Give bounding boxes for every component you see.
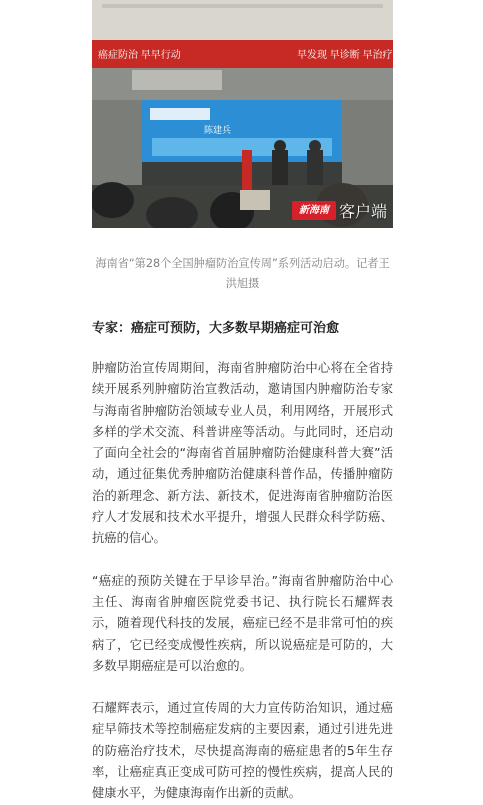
client-label: 客户端 bbox=[338, 202, 387, 221]
screen-heading: 陈建兵 bbox=[204, 125, 232, 135]
banner-text: 癌症防治 早早行动 bbox=[98, 50, 181, 61]
watermark bbox=[292, 199, 387, 222]
section-heading: 专家：癌症可预防，大多数早期癌症可治愈 bbox=[92, 321, 340, 336]
event-photo bbox=[92, 0, 393, 228]
xinhainan-logo: 新海南 bbox=[292, 201, 336, 220]
paragraph-1: 肿瘤防治宣传周期间，海南省肿瘤防治中心将在全省持续开展系列肿瘤防治宣教活动，邀请国内肿瘤防治专家与海南省肿瘤防治领域专业人员，利用网络，开展形式多样的学术交流、科普讲座等活动。与此同时，还启动了面向全社会的“海南省首届肿瘤防治健康科普大赛”活动，通过征集优秀肿瘤防治健康科普作品，传播肿瘤防治的新理念、新方法、新技术，促进海南省肿瘤防治医疗人才发展和技术水平提升，增强人民群众科学防癌、抗癌的信心。 bbox=[92, 361, 393, 546]
photo-caption: 海南省“第28个全国肿瘤防治宣传周”系列活动启动。记者王洪旭摄 bbox=[95, 257, 390, 290]
event-photo-illustration bbox=[92, 0, 393, 228]
article bbox=[92, 0, 393, 805]
paragraph-2: “癌症的预防关键在于早诊早治。”海南省肿瘤防治中心主任、海南省肿瘤医院党委书记、执行院长石耀辉表示，随着现代科技的发展，癌症已经不是非常可怕的疾病了，它已经变成慢性疾病，所以说癌症是可防的，大多数早期癌症是可以治愈的。 bbox=[92, 573, 393, 673]
banner-right-text: 早发现 早诊断 早治疗 bbox=[297, 50, 393, 61]
paragraph-3: 石耀辉表示，通过宣传周的大力宣传防治知识，通过癌症早筛技术等控制癌症发病的主要因素，通过引进先进的防癌治疗技术，尽快提高海南的癌症患者的5年生存率，让癌症真正变成可防可控的慢性疾病，提高人民的健康水平，为健康海南作出新的贡献。 bbox=[92, 701, 393, 801]
